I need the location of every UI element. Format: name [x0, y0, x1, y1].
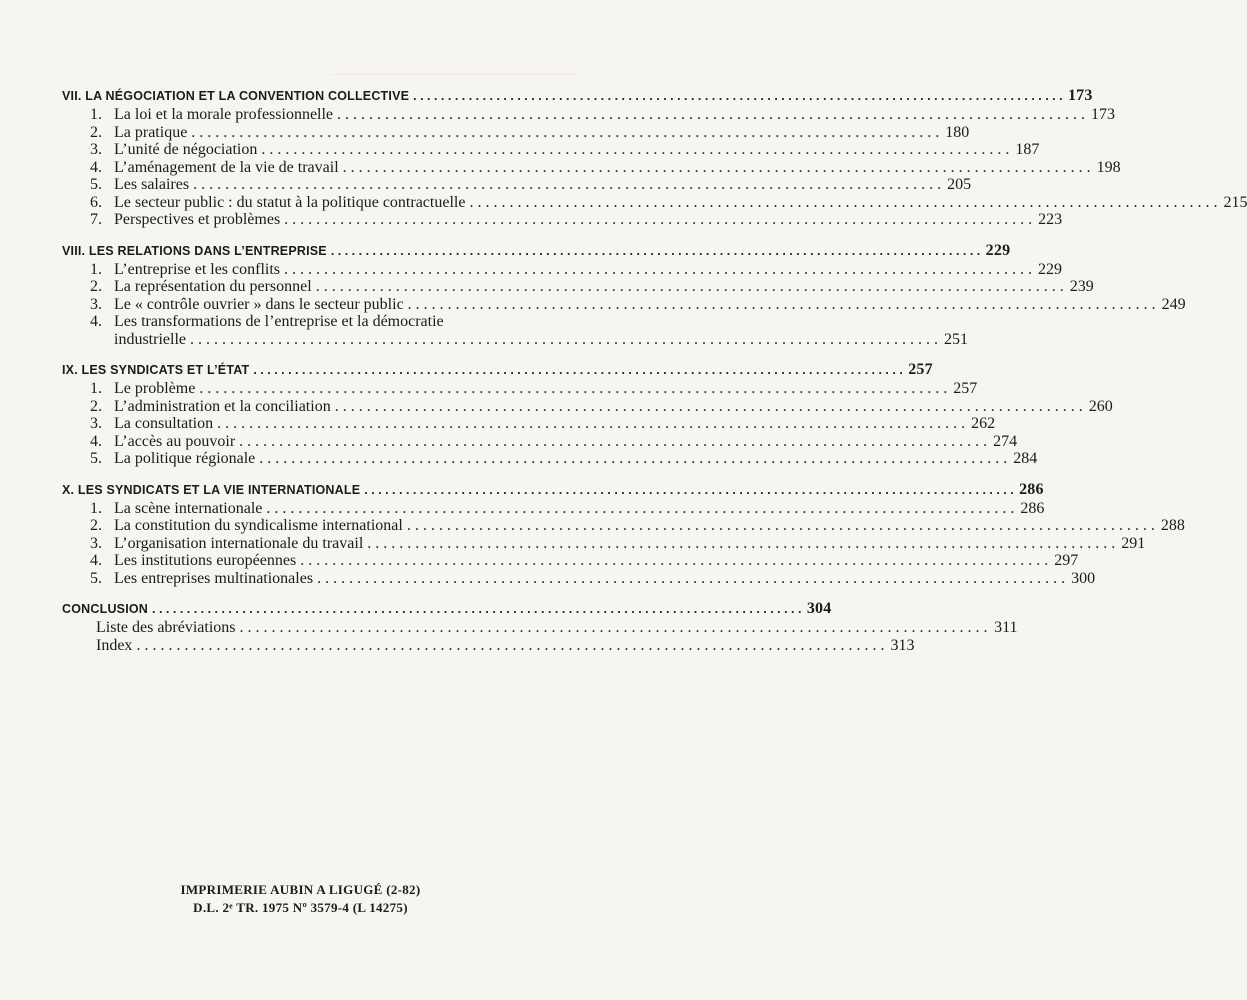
toc-entry: 3. Le « contrôle ouvrier » dans le secteur public . . . 249	[62, 296, 610, 314]
toc-entry: 1. La loi et la morale professionnelle . . . 173	[62, 106, 610, 124]
section-heading: IX. LES SYNDICATS ET L’ÉTAT . . . 257	[62, 360, 582, 380]
toc-entry: 2. La pratique . . . 180	[62, 124, 610, 142]
toc-entry-continuation: industrielle . . . 251	[62, 331, 610, 349]
toc-entry: 5. Les entreprises multinationales . . . 300	[62, 570, 610, 588]
toc-entry: 2. La représentation du personnel . . . 239	[62, 278, 610, 296]
toc-section-viii	[62, 241, 1186, 349]
page-number: 286	[1019, 480, 1044, 498]
page-number: 304	[806, 600, 832, 617]
toc-entry: 3. La consultation . . . 262	[62, 415, 610, 433]
toc-entry: 1. La scène internationale . . . 286	[62, 500, 610, 518]
dot-leader	[152, 599, 801, 619]
toc-entry: 5. Les salaires . . . 205	[62, 176, 610, 194]
section-heading: X. LES SYNDICATS ET LA VIE INTERNATIONALE . . . 286	[62, 480, 582, 500]
toc-entry: 4. L’accès au pouvoir . . . 274	[62, 433, 610, 451]
section-heading: VII. LA NÉGOCIATION ET LA CONVENTION COLLECTIVE . . . 173	[62, 86, 582, 106]
page-number: 173	[1067, 87, 1093, 104]
toc-section-vii	[62, 86, 1247, 229]
toc-section-x	[62, 480, 1185, 588]
table-of-contents	[62, 86, 1247, 666]
toc-entry-index: Index . . . 313	[62, 637, 616, 655]
page-number: 229	[985, 241, 1011, 259]
toc-entry-abbreviations: Liste des abréviations . . . 311	[62, 619, 616, 637]
toc-section-ix	[62, 360, 1113, 468]
toc-entry: 3. L’organisation internationale du travail . . . 291	[62, 535, 610, 553]
printer-imprint	[0, 881, 601, 917]
section-heading: VIII. LES RELATIONS DANS L’ENTREPRISE . . . 229	[62, 241, 582, 261]
dot-leader	[331, 241, 980, 261]
dot-leader	[253, 360, 902, 380]
toc-conclusion	[62, 599, 1018, 654]
toc-entry: 2. La constitution du syndicalisme international . . . 288	[62, 517, 610, 535]
toc-entry: 4. Les institutions européennes . . . 297	[62, 552, 610, 570]
dot-leader	[413, 86, 1062, 106]
toc-entry: 4. L’aménagement de la vie de travail . . . 198	[62, 159, 610, 177]
toc-entry: 3. L’unité de négociation . . . 187	[62, 141, 610, 159]
toc-entry: 6. Le secteur public : du statut à la politique contractuelle . . . 215	[62, 194, 610, 212]
toc-entry: 7. Perspectives et problèmes . . . 223	[62, 211, 610, 229]
toc-entry: 2. L’administration et la conciliation . . . 260	[62, 398, 610, 416]
page-number: 257	[908, 361, 933, 378]
toc-entry: 4. Les transformations de l’entreprise et la démocratie	[90, 313, 444, 330]
bleed-through-shadow	[330, 56, 580, 75]
toc-entry: 1. L’entreprise et les conflits . . . 229	[62, 261, 610, 279]
toc-entry: 5. La politique régionale . . . 284	[62, 450, 610, 468]
conclusion-heading: CONCLUSION . . . 304	[62, 599, 582, 619]
imprint-line-1: IMPRIMERIE AUBIN A LIGUGÉ (2-82)	[180, 882, 421, 897]
toc-entry: 1. Le problème . . . 257	[62, 380, 610, 398]
imprint-line-2: D.L. 2ᵉ TR. 1975 Nº 3579-4 (L 14275)	[193, 900, 408, 915]
dot-leader	[364, 480, 1013, 500]
